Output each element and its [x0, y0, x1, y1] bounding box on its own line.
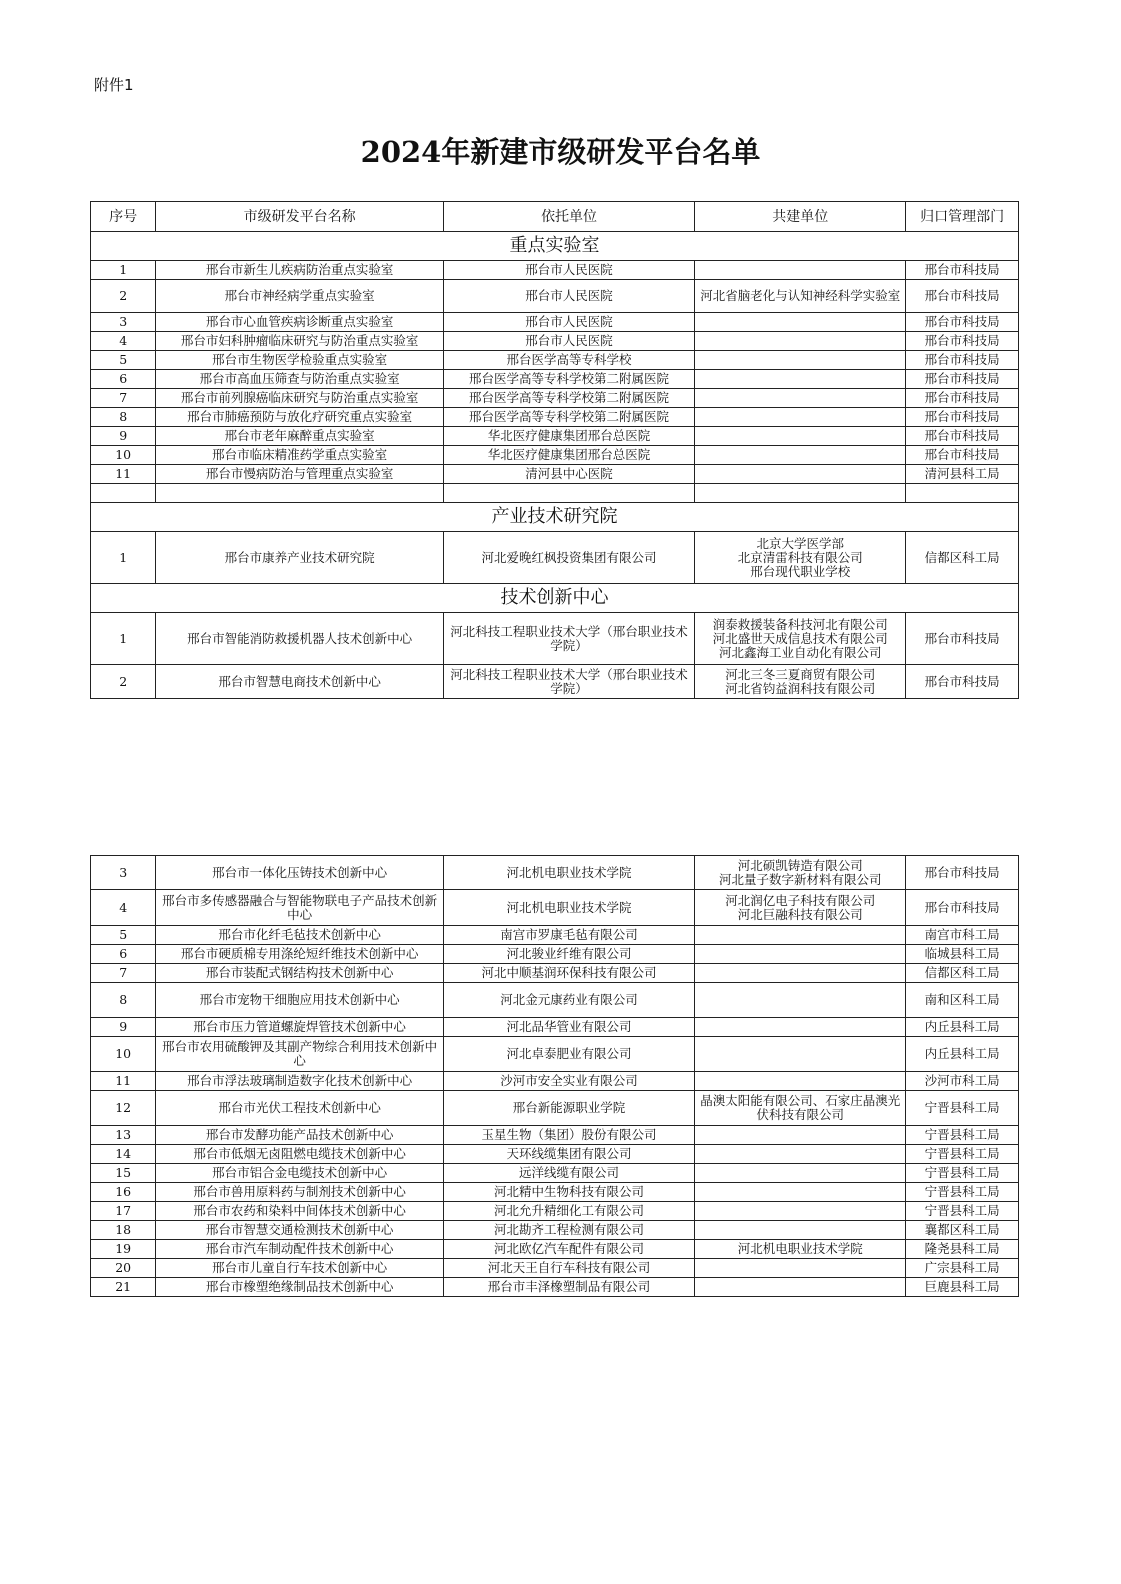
cell-managing-dept: 襄都区科工局 — [906, 1221, 1019, 1240]
cell-line: 河北润亿电子科技有限公司 — [725, 892, 876, 908]
table-row — [91, 1240, 1019, 1259]
cell-host-unit: 邢台医学高等专科学校第二附属医院 — [443, 408, 694, 427]
cell-line: 河北巨融科技有限公司 — [737, 906, 863, 922]
cell-host-unit: 河北机电职业技术学院 — [443, 890, 694, 926]
cell-managing-dept: 邢台市科技局 — [906, 665, 1019, 699]
cell-platform-name: 邢台市肺癌预防与放化疗研究重点实验室 — [156, 408, 444, 427]
cell-partner-unit — [695, 427, 906, 446]
cell-platform-name: 邢台市新生儿疾病防治重点实验室 — [156, 261, 444, 280]
cell-platform-name: 邢台市宠物干细胞应用技术创新中心 — [156, 983, 444, 1018]
cell-platform-name: 邢台市儿童自行车技术创新中心 — [156, 1259, 444, 1278]
cell-managing-dept: 宁晋县科工局 — [906, 1126, 1019, 1145]
cell-index: 21 — [91, 1278, 156, 1297]
cell-index: 3 — [91, 856, 156, 890]
cell-host-unit: 邢台医学高等专科学校 — [443, 351, 694, 370]
table-row — [91, 1278, 1019, 1297]
section-row — [91, 503, 1019, 532]
table-row — [91, 1037, 1019, 1072]
cell-line: 润泰救援装备科技河北有限公司 — [712, 616, 888, 632]
cell-partner-unit — [695, 313, 906, 332]
table-row — [91, 1145, 1019, 1164]
table-row — [91, 532, 1019, 584]
cell-index: 19 — [91, 1240, 156, 1259]
cell-partner-unit: 河北机电职业技术学院 — [695, 1240, 906, 1259]
cell-platform-name: 邢台市橡塑绝缘制品技术创新中心 — [156, 1278, 444, 1297]
cell-partner-unit — [695, 926, 906, 945]
cell-platform-name: 邢台市智慧交通检测技术创新中心 — [156, 1221, 444, 1240]
cell-host-unit: 邢台市人民医院 — [443, 261, 694, 280]
cell-platform-name: 邢台市化纤毛毡技术创新中心 — [156, 926, 444, 945]
cell-platform-name: 邢台市临床精准药学重点实验室 — [156, 446, 444, 465]
cell-managing-dept: 临城县科工局 — [906, 945, 1019, 964]
cell-partner-unit — [695, 665, 906, 699]
cell-host-unit: 河北机电职业技术学院 — [443, 856, 694, 890]
table-row — [91, 964, 1019, 983]
table-row — [91, 261, 1019, 280]
section-title: 重点实验室 — [91, 232, 1019, 261]
cell-managing-dept: 信都区科工局 — [906, 964, 1019, 983]
cell-host-unit: 邢台医学高等专科学校第二附属医院 — [443, 389, 694, 408]
cell-line: 北京清雷科技有限公司 — [737, 549, 863, 565]
cell-platform-name: 邢台市心血管疾病诊断重点实验室 — [156, 313, 444, 332]
cell-index: 11 — [91, 1072, 156, 1091]
cell-partner-unit — [695, 945, 906, 964]
cell-partner-unit — [695, 890, 906, 926]
cell-managing-dept: 邢台市科技局 — [906, 332, 1019, 351]
cell-partner-unit — [695, 408, 906, 427]
cell-managing-dept: 邢台市科技局 — [906, 446, 1019, 465]
cell-platform-name: 邢台市老年麻醉重点实验室 — [156, 427, 444, 446]
cell-partner-unit — [695, 370, 906, 389]
cell-host-unit: 邢台新能源职业学院 — [443, 1091, 694, 1126]
cell-managing-dept: 邢台市科技局 — [906, 890, 1019, 926]
cell-index: 1 — [91, 261, 156, 280]
cell-index: 5 — [91, 351, 156, 370]
cell-index: 6 — [91, 370, 156, 389]
table-row — [91, 332, 1019, 351]
cell-index: 17 — [91, 1202, 156, 1221]
cell-managing-dept: 信都区科工局 — [906, 532, 1019, 584]
cell-index: 4 — [91, 332, 156, 351]
cell-platform-name: 邢台市汽车制动配件技术创新中心 — [156, 1240, 444, 1259]
cell-platform-name: 邢台市装配式钢结构技术创新中心 — [156, 964, 444, 983]
cell-partner-unit — [695, 1072, 906, 1091]
table-row — [91, 389, 1019, 408]
cell-partner-unit — [695, 1164, 906, 1183]
cell-host-unit: 清河县中心医院 — [443, 465, 694, 484]
cell-host-unit: 邢台市人民医院 — [443, 332, 694, 351]
table-row — [91, 890, 1019, 926]
cell-platform-name: 邢台市光伏工程技术创新中心 — [156, 1091, 444, 1126]
cell-platform-name: 邢台市多传感器融合与智能物联电子产品技术创新中心 — [156, 890, 444, 926]
cell-index: 15 — [91, 1164, 156, 1183]
cell-partner-unit — [695, 1018, 906, 1037]
cell-platform-name: 邢台市智慧电商技术创新中心 — [156, 665, 444, 699]
cell-partner-unit — [695, 1259, 906, 1278]
cell-index: 13 — [91, 1126, 156, 1145]
cell-managing-dept: 邢台市科技局 — [906, 280, 1019, 313]
section-row — [91, 232, 1019, 261]
cell-platform-name: 邢台市康养产业技术研究院 — [156, 532, 444, 584]
cell-index: 9 — [91, 1018, 156, 1037]
cell-line: 邢台现代职业学校 — [750, 563, 851, 579]
cell-line: 河北三冬三夏商贸有限公司 — [725, 666, 876, 682]
cell-managing-dept: 内丘县科工局 — [906, 1037, 1019, 1072]
table-row — [91, 465, 1019, 484]
header-platform-name: 市级研发平台名称 — [156, 202, 444, 232]
cell-index: 4 — [91, 890, 156, 926]
cell-index: 7 — [91, 389, 156, 408]
table-row — [91, 1091, 1019, 1126]
cell-index: 9 — [91, 427, 156, 446]
cell-managing-dept: 邢台市科技局 — [906, 351, 1019, 370]
cell-line: 河北量子数字新材料有限公司 — [719, 871, 882, 887]
cell-line: 北京大学医学部 — [756, 535, 845, 551]
cell-platform-name: 邢台市农用硫酸钾及其副产物综合利用技术创新中心 — [156, 1037, 444, 1072]
cell-platform-name: 邢台市慢病防治与管理重点实验室 — [156, 465, 444, 484]
cell-index: 20 — [91, 1259, 156, 1278]
cell-host-unit: 河北中顺基润环保科技有限公司 — [443, 964, 694, 983]
cell-platform-name: 邢台市前列腺癌临床研究与防治重点实验室 — [156, 389, 444, 408]
table-row — [91, 1164, 1019, 1183]
cell-platform-name: 邢台市神经病学重点实验室 — [156, 280, 444, 313]
cell-host-unit: 河北科技工程职业技术大学（邢台职业技术学院） — [443, 665, 694, 699]
cell-partner-unit — [695, 351, 906, 370]
table-row — [91, 408, 1019, 427]
cell-host-unit: 华北医疗健康集团邢台总医院 — [443, 446, 694, 465]
cell-index: 10 — [91, 1037, 156, 1072]
cell-platform-name: 邢台市兽用原料药与制剂技术创新中心 — [156, 1183, 444, 1202]
cell-index: 8 — [91, 983, 156, 1018]
cell-managing-dept: 巨鹿县科工局 — [906, 1278, 1019, 1297]
cell-index: 18 — [91, 1221, 156, 1240]
cell-managing-dept: 清河县科工局 — [906, 465, 1019, 484]
cell-platform-name: 邢台市智能消防救援机器人技术创新中心 — [156, 613, 444, 665]
header-partner-unit: 共建单位 — [695, 202, 906, 232]
section-title: 产业技术研究院 — [91, 503, 1019, 532]
cell-managing-dept: 邢台市科技局 — [906, 313, 1019, 332]
cell-platform-name — [156, 484, 444, 503]
cell-partner-unit — [695, 332, 906, 351]
cell-host-unit: 邢台市人民医院 — [443, 280, 694, 313]
table-row — [91, 484, 1019, 503]
cell-platform-name: 邢台市低烟无卤阻燃电缆技术创新中心 — [156, 1145, 444, 1164]
cell-platform-name: 邢台市农药和染料中间体技术创新中心 — [156, 1202, 444, 1221]
cell-host-unit: 远洋线缆有限公司 — [443, 1164, 694, 1183]
cell-host-unit: 河北科技工程职业技术大学（邢台职业技术学院） — [443, 613, 694, 665]
cell-index: 10 — [91, 446, 156, 465]
cell-index: 1 — [91, 532, 156, 584]
cell-host-unit: 沙河市安全实业有限公司 — [443, 1072, 694, 1091]
cell-managing-dept: 隆尧县科工局 — [906, 1240, 1019, 1259]
cell-host-unit: 河北天王自行车科技有限公司 — [443, 1259, 694, 1278]
table-row — [91, 1126, 1019, 1145]
table-row — [91, 1259, 1019, 1278]
cell-managing-dept: 宁晋县科工局 — [906, 1202, 1019, 1221]
cell-managing-dept: 邢台市科技局 — [906, 261, 1019, 280]
cell-managing-dept: 广宗县科工局 — [906, 1259, 1019, 1278]
cell-partner-unit — [695, 983, 906, 1018]
cell-host-unit: 河北骏业纤维有限公司 — [443, 945, 694, 964]
cell-managing-dept: 内丘县科工局 — [906, 1018, 1019, 1037]
table-row — [91, 1018, 1019, 1037]
table-row — [91, 1072, 1019, 1091]
table-row — [91, 427, 1019, 446]
cell-index: 8 — [91, 408, 156, 427]
cell-platform-name: 邢台市铝合金电缆技术创新中心 — [156, 1164, 444, 1183]
cell-managing-dept: 邢台市科技局 — [906, 389, 1019, 408]
cell-partner-unit — [695, 964, 906, 983]
table-row — [91, 665, 1019, 699]
cell-platform-name: 邢台市生物医学检验重点实验室 — [156, 351, 444, 370]
cell-host-unit: 邢台医学高等专科学校第二附属医院 — [443, 370, 694, 389]
cell-host-unit: 天环线缆集团有限公司 — [443, 1145, 694, 1164]
cell-platform-name: 邢台市压力管道螺旋焊管技术创新中心 — [156, 1018, 444, 1037]
cell-partner-unit — [695, 261, 906, 280]
cell-index: 2 — [91, 665, 156, 699]
cell-managing-dept: 宁晋县科工局 — [906, 1164, 1019, 1183]
cell-host-unit: 河北欧亿汽车配件有限公司 — [443, 1240, 694, 1259]
cell-managing-dept: 宁晋县科工局 — [906, 1145, 1019, 1164]
table-row — [91, 313, 1019, 332]
cell-index: 3 — [91, 313, 156, 332]
cell-partner-unit — [695, 484, 906, 503]
cell-managing-dept: 南和区科工局 — [906, 983, 1019, 1018]
table-row — [91, 1183, 1019, 1202]
header-managing-dept: 归口管理部门 — [906, 202, 1019, 232]
cell-host-unit: 玉星生物（集团）股份有限公司 — [443, 1126, 694, 1145]
cell-index: 6 — [91, 945, 156, 964]
cell-managing-dept: 沙河市科工局 — [906, 1072, 1019, 1091]
cell-index: 14 — [91, 1145, 156, 1164]
cell-index: 7 — [91, 964, 156, 983]
cell-host-unit: 河北爱晚红枫投资集团有限公司 — [443, 532, 694, 584]
cell-platform-name: 邢台市高血压筛查与防治重点实验室 — [156, 370, 444, 389]
cell-index: 5 — [91, 926, 156, 945]
table-row — [91, 856, 1019, 890]
table-row — [91, 926, 1019, 945]
cell-host-unit: 河北允升精细化工有限公司 — [443, 1202, 694, 1221]
cell-managing-dept: 邢台市科技局 — [906, 427, 1019, 446]
cell-host-unit: 河北勘齐工程检测有限公司 — [443, 1221, 694, 1240]
cell-host-unit: 河北精中生物科技有限公司 — [443, 1183, 694, 1202]
cell-partner-unit — [695, 613, 906, 665]
cell-managing-dept: 邢台市科技局 — [906, 408, 1019, 427]
cell-host-unit: 河北品华管业有限公司 — [443, 1018, 694, 1037]
platform-table-part2 — [90, 855, 1019, 1297]
cell-line: 河北省钧益润科技有限公司 — [725, 680, 876, 696]
cell-partner-unit — [695, 1126, 906, 1145]
cell-partner-unit — [695, 1183, 906, 1202]
cell-platform-name: 邢台市发酵功能产品技术创新中心 — [156, 1126, 444, 1145]
cell-managing-dept — [906, 484, 1019, 503]
section-row — [91, 584, 1019, 613]
cell-partner-unit: 河北省脑老化与认知神经科学实验室 — [695, 280, 906, 313]
cell-index: 11 — [91, 465, 156, 484]
cell-partner-unit — [695, 1145, 906, 1164]
document-title: 2024年新建市级研发平台名单 — [360, 135, 761, 169]
cell-partner-unit: 晶澳太阳能有限公司、石家庄晶澳光伏科技有限公司 — [695, 1091, 906, 1126]
table-row — [91, 1221, 1019, 1240]
cell-partner-unit — [695, 1037, 906, 1072]
header-index: 序号 — [91, 202, 156, 232]
table-row — [91, 280, 1019, 313]
cell-partner-unit — [695, 856, 906, 890]
cell-partner-unit — [695, 532, 906, 584]
attachment-label: 附件1 — [94, 76, 134, 94]
section-title: 技术创新中心 — [91, 584, 1019, 613]
cell-line: 河北鑫海工业自动化有限公司 — [719, 644, 882, 660]
cell-host-unit: 河北卓泰肥业有限公司 — [443, 1037, 694, 1072]
cell-managing-dept: 宁晋县科工局 — [906, 1091, 1019, 1126]
cell-partner-unit — [695, 465, 906, 484]
cell-host-unit: 邢台市人民医院 — [443, 313, 694, 332]
table-row — [91, 370, 1019, 389]
cell-index — [91, 484, 156, 503]
table-row — [91, 446, 1019, 465]
cell-index: 1 — [91, 613, 156, 665]
cell-managing-dept: 邢台市科技局 — [906, 613, 1019, 665]
cell-index: 16 — [91, 1183, 156, 1202]
cell-host-unit — [443, 484, 694, 503]
cell-platform-name: 邢台市一体化压铸技术创新中心 — [156, 856, 444, 890]
cell-platform-name: 邢台市浮法玻璃制造数字化技术创新中心 — [156, 1072, 444, 1091]
cell-host-unit: 河北金元康药业有限公司 — [443, 983, 694, 1018]
cell-host-unit: 华北医疗健康集团邢台总医院 — [443, 427, 694, 446]
cell-managing-dept: 南宫市科工局 — [906, 926, 1019, 945]
table-row — [91, 983, 1019, 1018]
cell-partner-unit — [695, 1278, 906, 1297]
cell-partner-unit — [695, 1221, 906, 1240]
cell-index: 2 — [91, 280, 156, 313]
cell-host-unit: 南宫市罗康毛毡有限公司 — [443, 926, 694, 945]
table-row — [91, 613, 1019, 665]
cell-managing-dept: 邢台市科技局 — [906, 370, 1019, 389]
table-row — [91, 1202, 1019, 1221]
cell-managing-dept: 邢台市科技局 — [906, 856, 1019, 890]
cell-platform-name: 邢台市硬质棉专用涤纶短纤维技术创新中心 — [156, 945, 444, 964]
table-row — [91, 945, 1019, 964]
cell-partner-unit — [695, 1202, 906, 1221]
header-row — [91, 202, 1019, 232]
cell-partner-unit — [695, 446, 906, 465]
cell-line: 河北盛世天成信息技术有限公司 — [712, 630, 888, 646]
cell-managing-dept: 宁晋县科工局 — [906, 1183, 1019, 1202]
platform-table-part1 — [90, 201, 1019, 699]
table-row — [91, 351, 1019, 370]
cell-partner-unit — [695, 389, 906, 408]
cell-platform-name: 邢台市妇科肿瘤临床研究与防治重点实验室 — [156, 332, 444, 351]
cell-index: 12 — [91, 1091, 156, 1126]
cell-host-unit: 邢台市丰泽橡塑制品有限公司 — [443, 1278, 694, 1297]
header-host-unit: 依托单位 — [443, 202, 694, 232]
cell-line: 河北硕凯铸造有限公司 — [737, 857, 863, 873]
